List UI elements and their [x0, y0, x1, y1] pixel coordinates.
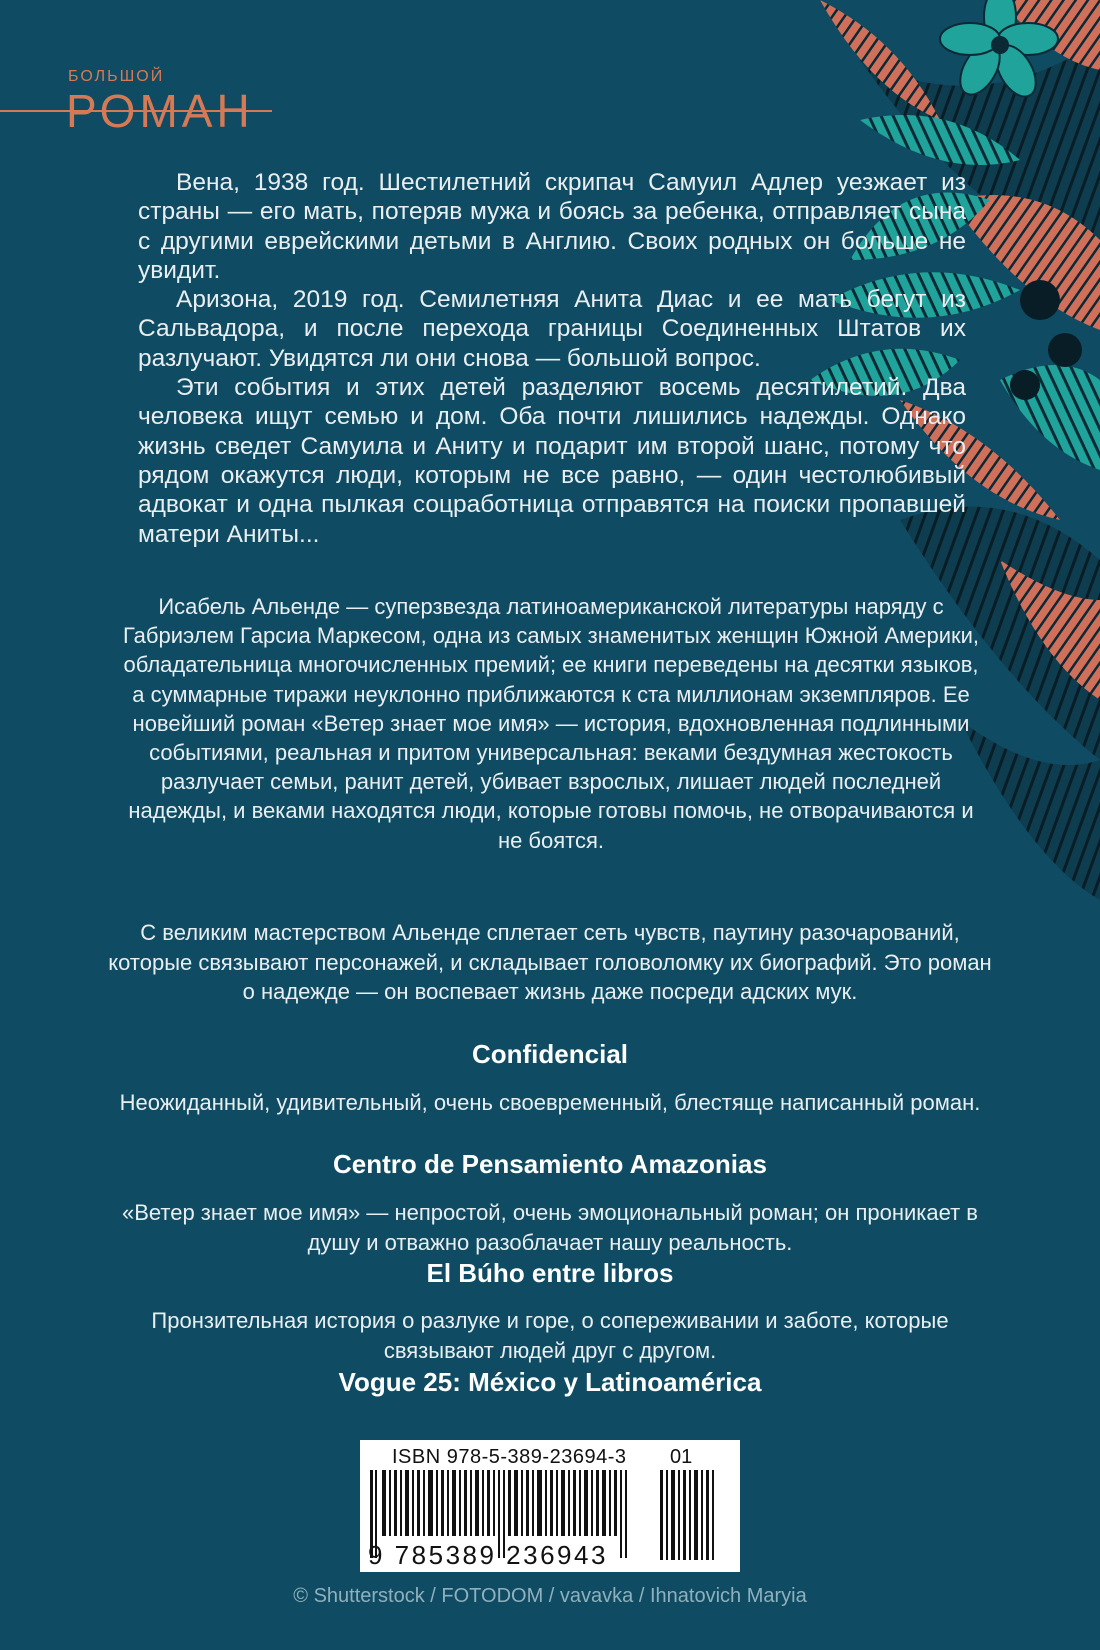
review-quote: Неожиданный, удивительный, очень своевременный, блестяще написанный роман.: [119, 1090, 981, 1115]
annotation-paragraph-1: Вена, 1938 год. Шестилетний скрипач Самуил Адлер уезжает из страны — его мать, потеряв мужа и боясь за ребенка, отправляет сына с другими еврейскими детьми в Англию. Своих родных он больше не увидит.: [138, 169, 966, 284]
review-source: Centro de Pensamiento Amazonias: [333, 1149, 767, 1179]
review-quote: С великим мастерством Альенде сплетает сеть чувств, паутину разочарований, которые связывают персонажей, и складывает головоломку их биографий. Это роман о надежде — он воспевает жизнь даже посреди адских мук.: [108, 920, 992, 1004]
barcode-digits: 9 785389 236943: [368, 1540, 608, 1570]
series-logo-small-text: БОЛЬШОЙ: [68, 68, 165, 85]
annotation-paragraph-2: Аризона, 2019 год. Семилетняя Анита Диас и ее мать бегут из Сальвадора, и после перехода границы Соединенных Штатов их разлучают. Увидятся ли они снова — большой вопрос.: [138, 286, 966, 372]
author-description: Исабель Альенде — суперзвезда латиноамериканской литературы наряду с Габриэлем Гарсиа Маркесом, одна из самых знаменитых женщин Южной Америки, обладательница многочисленных премий; ее книги переведены на десятки языков, а суммарные тиражи неуклонно приближаются к ста миллионам экземпляров. Ее новейший роман «Ветер знает мое имя» — история, вдохновленная подлинными событиями, реальная и притом универсальная: веками бездумная жестокость разлучает семьи, ранит детей, убивает взрослых, лишает людей последней надежды, и веками находятся люди, которые готовы помочь, не отворачиваются и не боятся.: [122, 594, 980, 853]
book-annotation: [138, 168, 966, 549]
barcode-addon: 01: [670, 1446, 693, 1468]
series-logo: [0, 68, 280, 138]
image-credit: © Shutterstock / FOTODOM / vavavka / Ihnatovich Maryia: [293, 1585, 807, 1607]
annotation-paragraph-3: Эти события и этих детей разделяют восемь десятилетий. Два человека ищут семью и дом. Оба почти лишились надежды. Однако жизнь сведет Самуила и Аниту и подарит им второй шанс, потому что рядом окажутся люди, которым не все равно, — один честолюбивый адвокат и одна пылкая соцработница отправятся на поиски пропавшей матери Аниты...: [138, 374, 966, 548]
review-quote: Пронзительная история о разлуке и горе, о сопереживании и заботе, которые связывают людей друг с другом.: [151, 1308, 949, 1363]
isbn-number: ISBN 978-5-389-23694-3: [392, 1446, 627, 1468]
review-source: Vogue 25: México y Latinoamérica: [338, 1367, 762, 1397]
review-source: Confidencial: [471, 1039, 628, 1069]
isbn-barcode: [360, 1440, 740, 1572]
review-source: El Búho entre libros: [426, 1258, 674, 1288]
review-quote: «Ветер знает мое имя» — непростой, очень эмоциональный роман; он проникает в душу и отважно разоблачает нашу реальность.: [121, 1200, 978, 1255]
series-logo-big-text: РОМАН: [66, 85, 254, 137]
